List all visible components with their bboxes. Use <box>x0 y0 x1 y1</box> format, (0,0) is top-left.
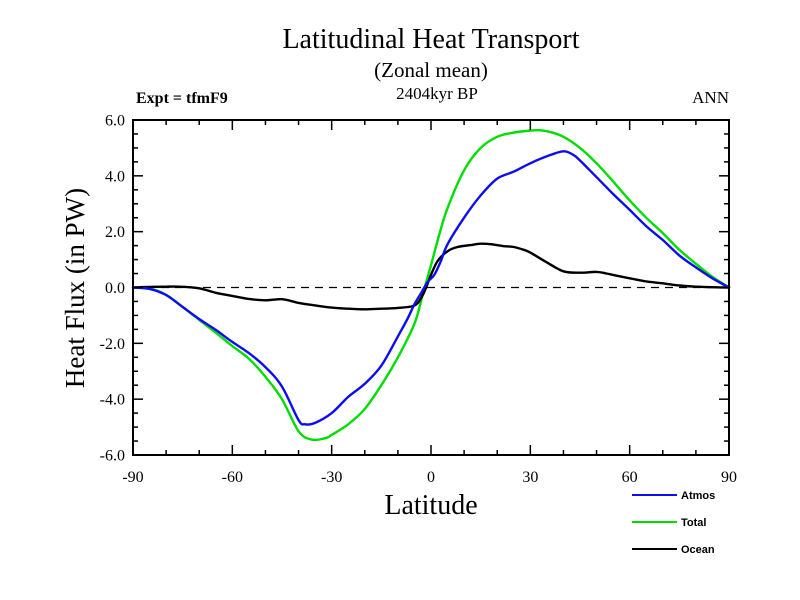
experiment-label: Expt = tfmF9 <box>136 90 228 107</box>
y-tick-label: 0.0 <box>105 280 125 297</box>
x-tick-label: 0 <box>427 469 435 486</box>
legend-label-total: Total <box>681 517 707 529</box>
x-tick-label: -30 <box>321 469 343 486</box>
x-axis-title: Latitude <box>384 490 478 521</box>
chart-subtitle: (Zonal mean) <box>374 58 488 82</box>
y-tick-label: 2.0 <box>105 224 125 242</box>
curve-total <box>133 130 729 440</box>
legend <box>632 490 715 556</box>
y-tick-label: -2.0 <box>99 335 125 353</box>
legend-label-atmos: Atmos <box>681 490 716 502</box>
y-axis-title: Heat Flux (in PW) <box>60 187 90 389</box>
y-tick-label: 4.0 <box>105 168 125 186</box>
chart-title: Latitudinal Heat Transport <box>282 24 580 55</box>
x-tick-label: 30 <box>522 469 539 486</box>
x-tick-label: 90 <box>721 469 737 486</box>
y-tick-label: 6.0 <box>105 112 125 130</box>
x-tick-label: -90 <box>122 469 144 486</box>
curve-ocean <box>133 244 729 310</box>
y-tick-label: -6.0 <box>99 447 125 465</box>
y-tick-label: -4.0 <box>99 391 125 409</box>
season-label: ANN <box>692 88 729 107</box>
x-tick-label: 60 <box>621 469 638 486</box>
legend-label-ocean: Ocean <box>681 544 715 556</box>
time-annotation: 2404kyr BP <box>396 84 478 103</box>
x-tick-label: -60 <box>221 469 243 486</box>
